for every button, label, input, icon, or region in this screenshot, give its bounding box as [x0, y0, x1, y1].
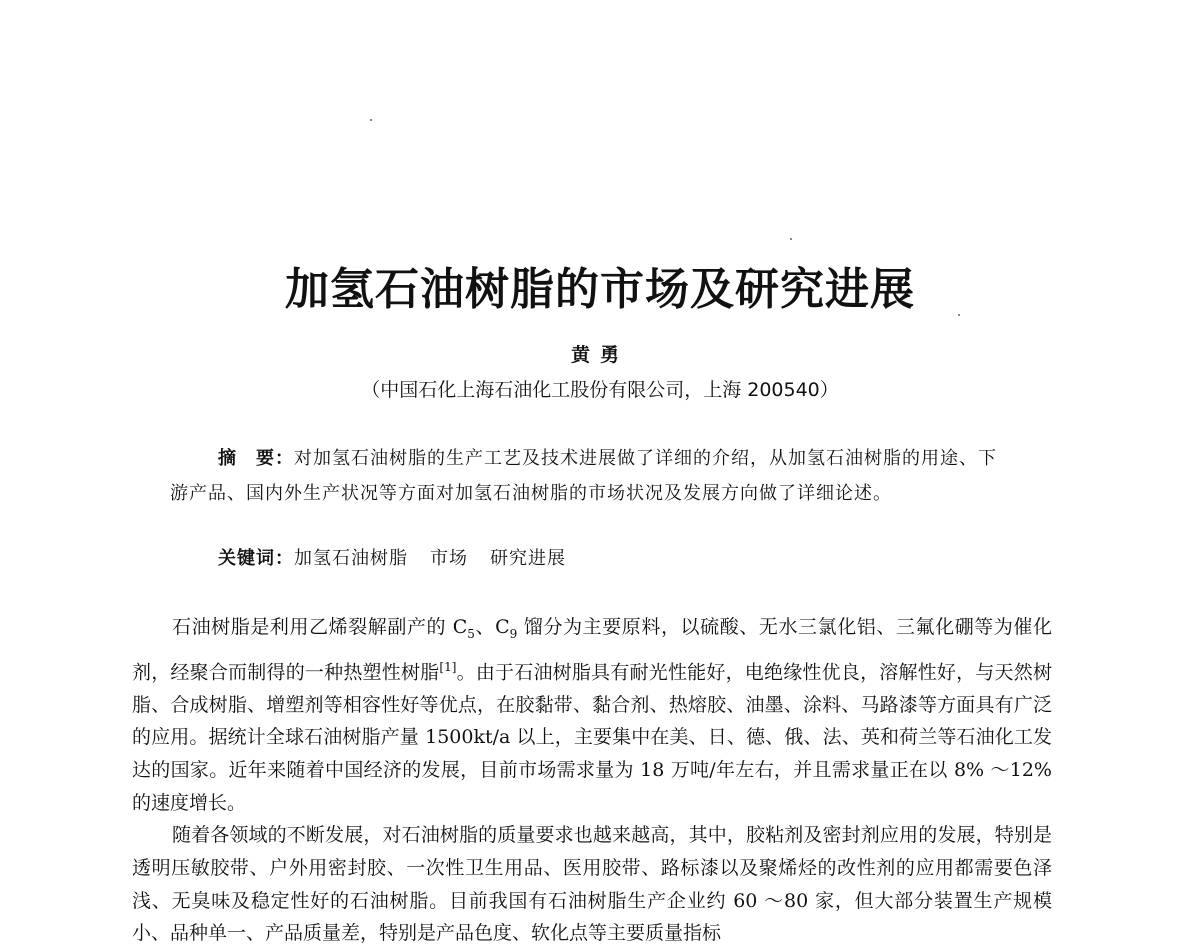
- body-text-run: 、C: [474, 616, 510, 638]
- body-text-run: 。由于石油树脂具有耐光性能好，电绝缘性优良，溶解性好，与天然树脂、合成树脂、增塑剂等相容性好等优点，在胶黏带、黏合剂、热熔胶、油墨、涂料、马路漆等方面具有广泛的应用。据统计全球石油树脂产量 1500kt/a 以上，主要集中在美、日、德、俄、法、英和荷兰等石油化工发达的国家。近年来随着中国经济的发展，目前市场需求量为 18 万吨/年左右，并且需求量正在以 8% ～12% 的速度增长。: [132, 660, 1052, 814]
- keywords-label: 关键词：: [218, 548, 294, 569]
- scan-speck: [790, 238, 792, 240]
- scan-speck: [370, 119, 372, 121]
- citation-ref[interactable]: [1]: [439, 659, 457, 674]
- author-name: 黄勇: [570, 344, 629, 366]
- abstract-label: 摘 要：: [218, 448, 294, 469]
- subscript: 5: [467, 626, 475, 641]
- keywords: [218, 544, 588, 574]
- abstract: [170, 441, 1015, 511]
- body-text-run: 石油树脂是利用乙烯裂解副产的 C: [172, 616, 468, 638]
- author-affiliation: （中国石化上海石油化工股份有限公司，上海 200540）: [361, 379, 839, 401]
- body-paragraph-2: 随着各领域的不断发展，对石油树脂的质量要求也越来越高，其中，胶粘剂及密封剂应用的发展，特别是透明压敏胶带、户外用密封胶、一次性卫生用品、医用胶带、路标漆以及聚烯烃的改性剂的应用都需要色泽浅、无臭味及稳定性好的石油树脂。目前我国有石油树脂生产企业约 60 ～80 家，但大部分装置生产规模小、品种单一、产品质量差，特别是产品色度、软化点等主要质量指标: [132, 824, 1052, 945]
- paper-title: 加氢石油树脂的市场及研究进展: [285, 264, 915, 315]
- body-text-run: 馏分为主要原料，以硫酸、无水三氯化铝、三氟化硼等为催化剂，经聚合而制得的一种热塑性树脂: [132, 616, 1052, 683]
- keyword-item: 加氢石油树脂: [294, 548, 408, 569]
- keyword-item: 研究进展: [490, 548, 566, 569]
- subscript: 9: [509, 626, 518, 641]
- abstract-text: 对加氢石油树脂的生产工艺及技术进展做了详细的介绍，从加氢石油树脂的用途、下游产品、国内外生产状况等方面对加氢石油树脂的市场状况及发展方向做了详细论述。: [170, 448, 997, 504]
- body-text: [132, 611, 1052, 950]
- body-paragraph-1: [132, 611, 1052, 819]
- keyword-item: 市场: [430, 548, 468, 569]
